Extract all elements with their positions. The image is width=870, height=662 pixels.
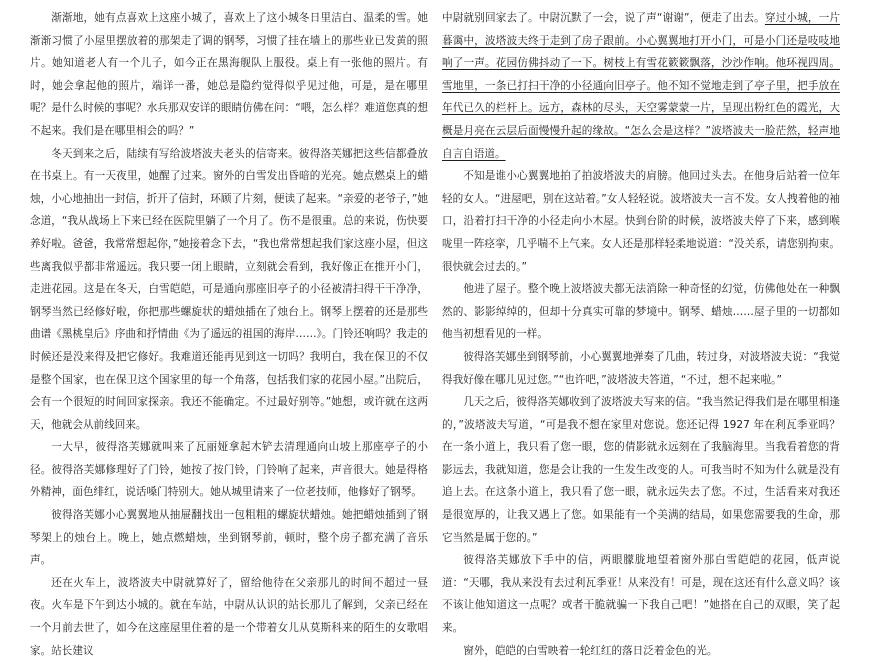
text-segment: 彼得洛芙娜放下手中的信，两眼朦胧地望着窗外那白雪皑皑的花园，低声说道：“天哪，我从来没有去过利瓦季亚！从来没有！可是，现在这还有什么意义吗？该不该让他知道这一点呢？或者干脆就骗一下我自己吧！”她搭在自己的双眼，笑了起来。: [442, 554, 840, 635]
paragraph: 渐渐地，她有点喜欢上这座小城了，喜欢上了这小城冬日里洁白、温柔的雪。她渐渐习惯了小屋里摆放着的那架走了调的钢琴，习惯了挂在墙上的那些业已发黄的照片。她知道老人有一个儿子，如今正在黑海舰队上服役。桌上有一张他的照片。有时，她会拿起他的照片，端详一番，她总是隐约觉得似乎见过他，可是，是在哪里呢？是什么时候的事呢？水兵那双安详的眼睛仿佛在问：“喂，怎么样？难道您真的想不起来。我们是在哪里相会的吗？”: [30, 12, 428, 137]
paragraph: [442, 549, 840, 639]
paragraph: 一大早，彼得洛芙娜就叫来了瓦丽娅拿起木铲去清理通向山坡上那座亭子的小径。彼得洛芙娜修理好了门铃，她按了按门铃，门铃响了起来，声音很大。她是得格外精神，面色绯红，说话嗓门特别大。她从城里请来了一位老技师，他修好了钢琴。: [30, 441, 428, 499]
text-segment: 中尉就别回家去了。中尉沉默了一会，说了声“谢谢”，便走了出去。: [442, 12, 765, 24]
paragraph: [442, 165, 840, 278]
left-column: [30, 7, 428, 662]
paragraph: 冬天到来之后，陆续有写给波塔波夫老头的信寄来。彼得洛芙娜把这些信都叠放在书桌上。有一天夜里，她醒了过来。窗外的白雪发出昏暗的光亮。她点燃桌上的蜡烛，小心地抽出一封信，折开了信封，环顾了片刻，便读了起来。“亲爱的老爷子，”她念道，“我从战场上下来已经在医院里躺了一个月了。伤不是很重。总的来说，伤快要养好啦。爸爸，我常常想起你，”她接着念下去，“我也常常想起我们家这座小屋，但这些离我似乎都非常遥远。我只要一闭上眼睛，立刻就会看到，我好像正在推开小门，走进花园。这是在冬天，白雪皑皑，可是通向那座旧亭子的小径被清扫得干干净净，钢琴当然已经修好啦，你把那些螺旋状的蜡烛插在了烛台上。钢琴上摆着的还是那些曲谱《黑桃皇后》序曲和抒情曲《为了遥远的祖国的海岸……》。门铃还响吗？我走的时候还是没来得及把它修好。我难道还能再见到这一切吗？我明白，我在保卫的不仅是整个国家，也在保卫这个国家里的每一个角落，包括我们家的花园小屋。”出院后，会有一个很短的时间回家探亲。我还不能确定。不过最好别等。”她想，或许就在这两天，他就会从前线回来。: [30, 147, 428, 431]
paragraph: [442, 640, 840, 662]
underlined-passage: 穿过小城，一片暮霭中，波塔波夫终于走到了房子跟前。小心翼翼地打开小门，可是小门还是吱吱地响了一声。花园仿佛抖动了一下。树枝上有雪花簌簌飘落，沙沙作响。他环视四周。雪地里，一条已打扫干净的小径通向旧亭子。他不知不觉地走到了亭子里，把手放在年代已久的栏杆上。远方，森林的尽头，天空雾蒙蒙一片，呈现出粉红色的霞光，大概是月亮在云层后面慢慢升起的缘故。“怎么会是这样？”波塔波夫一脸茫然，轻声地自言自语道。: [442, 12, 840, 160]
paragraph-continued: [442, 7, 840, 165]
right-column: [442, 7, 840, 662]
paragraph: 还在火车上，波塔波夫中尉就算好了，留给他待在父亲那儿的时间不超过一昼夜。火车是下午到达小城的。就在车站，中尉从认识的站长那儿了解到，父亲已经在一个月前去世了，如今在这座屋里住着的是一个带着女儿从莫斯科来的陌生的女歌唱家。站长建议: [30, 576, 428, 657]
text-segment: 几天之后，彼得洛芙娜收到了波塔波夫写来的信。“我当然记得我们是在哪里相逢的，”波塔波夫写道，“可是我不想在家里对您说。您还记得 1927 年在利瓦季亚吗？在一条小道上，我只看了您一眼，您的倩影就永远刻在了我脑海里。当我看着您的背影远去，我就知道，您是会让我的一生发生改变的人。可我当时不知为什么就是没有追上去。在这条小道上，我只看了您一眼，就永远失去了您。不过，生活看来对我还是很宽厚的，让我又遇上了您。如果能有一个美满的结局，如果您需要我的生命，那它当然是属于您的。”: [442, 396, 840, 544]
paragraph: [442, 391, 840, 549]
text-segment: 彼得洛芙娜坐到钢琴前，小心翼翼地弹奏了几曲，转过身，对波塔波夫说：“我觉得我好像在哪儿见过您。”“也许吧，”波塔波夫答道，“不过，想不起来啦。”: [442, 350, 840, 386]
text-segment: 他进了屋子。整个晚上波塔波夫都无法消除一种奇怪的幻觉，仿佛他处在一种飘然的、影影绰绰的，但却十分真实可靠的梦境中。钢琴、蜡烛……屋子里的一切都如他当初想看见的一样。: [442, 283, 840, 341]
paragraph: [442, 346, 840, 391]
text-segment: 窗外，皑皑的白雪映着一轮红红的落日泛着金色的光。: [463, 644, 718, 657]
paragraph: 彼得洛芙娜小心翼翼地从抽屉翻找出一包粗粗的螺旋状蜡烛。她把蜡烛插到了钢琴架上的烛台上。晚上，她点燃蜡烛，坐到钢琴前，顿时，整个房子都充满了音乐声。: [30, 509, 428, 567]
paragraph: [442, 278, 840, 346]
text-segment: 不知是谁小心翼翼地拍了拍波塔波夫的肩膀。他回过头去。在他身后站着一位年轻的女人。“进屋吧，别在这站着。”女人轻轻说。波塔波夫一言不发。女人拽着他的袖口，沿着打扫干净的小径走向小木屋。快到台阶的时候，波塔波夫停了下来，感到喉咙里一阵痉挛，几乎喘不上气来。女人还是那样轻柔地说道：“没关系，请您别拘束。很快就会过去的。”: [442, 170, 840, 273]
